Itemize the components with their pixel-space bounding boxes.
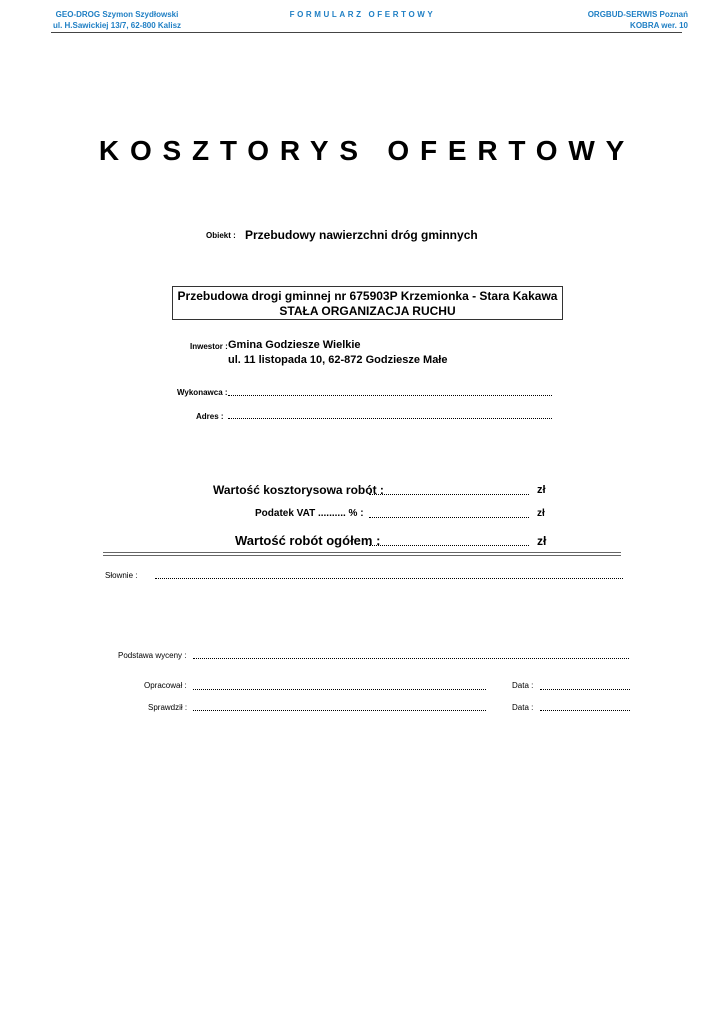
wykonawca-label: Wykonawca : (177, 388, 228, 397)
header-form-title: FORMULARZ OFERTOWY (289, 10, 436, 19)
podstawa-field[interactable] (193, 658, 629, 659)
opracowal-field[interactable] (193, 689, 486, 690)
podstawa-label: Podstawa wyceny : (118, 651, 187, 660)
opracowal-date-label: Data : (512, 681, 534, 690)
kosztorysowa-label: Wartość kosztorysowa robót : (213, 483, 384, 497)
kosztorysowa-field[interactable] (369, 494, 529, 495)
inwestor-label: Inwestor : (190, 342, 228, 351)
inwestor-name: Gmina Godziesze Wielkie (228, 339, 361, 351)
sprawdzil-date-label: Data : (512, 703, 534, 712)
ogolem-currency: zł (537, 534, 547, 548)
obiekt-label: Obiekt : (206, 231, 236, 240)
header-left-line2: ul. H.Sawickiej 13/7, 62-800 Kalisz (52, 21, 182, 30)
header-right-line1: ORGBUD-SERWIS Poznań (587, 10, 688, 19)
adres-label: Adres : (196, 412, 224, 421)
slownie-label: Słownie : (105, 571, 138, 580)
opracowal-date-field[interactable] (540, 689, 630, 690)
slownie-field[interactable] (155, 578, 623, 579)
sprawdzil-label: Sprawdził : (148, 703, 188, 712)
header-divider (51, 32, 682, 33)
sprawdzil-date-field[interactable] (540, 710, 630, 711)
vat-currency: zł (537, 508, 545, 519)
kosztorysowa-currency: zł (537, 484, 546, 496)
total-rule-top (103, 552, 621, 553)
wykonawca-field[interactable] (228, 395, 552, 396)
obiekt-value: Przebudowy nawierzchni dróg gminnych (245, 228, 478, 242)
adres-field[interactable] (228, 418, 552, 419)
header-left-line1: GEO-DROG Szymon Szydłowski (55, 10, 179, 19)
inwestor-address: ul. 11 listopada 10, 62-872 Godziesze Małe (228, 354, 448, 366)
page-title: KOSZTORYS OFERTOWY (98, 135, 636, 166)
header-company-left (52, 9, 182, 31)
ogolem-label: Wartość robót ogółem : (235, 533, 381, 548)
opracowal-label: Opracował : (144, 681, 187, 690)
project-name-box (172, 286, 563, 320)
header-right-line2: KOBRA wer. 10 (630, 21, 688, 30)
project-name-line1: Przebudowa drogi gminnej nr 675903P Krzemionka - Stara Kakawa (177, 289, 558, 303)
vat-field[interactable] (369, 517, 529, 518)
header-company-right (560, 9, 688, 31)
project-name-line2: STAŁA ORGANIZACJA RUCHU (279, 304, 456, 318)
vat-label: Podatek VAT .......... % : (255, 508, 364, 519)
total-rule-bottom (103, 555, 621, 556)
sprawdzil-field[interactable] (193, 710, 486, 711)
ogolem-field[interactable] (369, 545, 529, 546)
